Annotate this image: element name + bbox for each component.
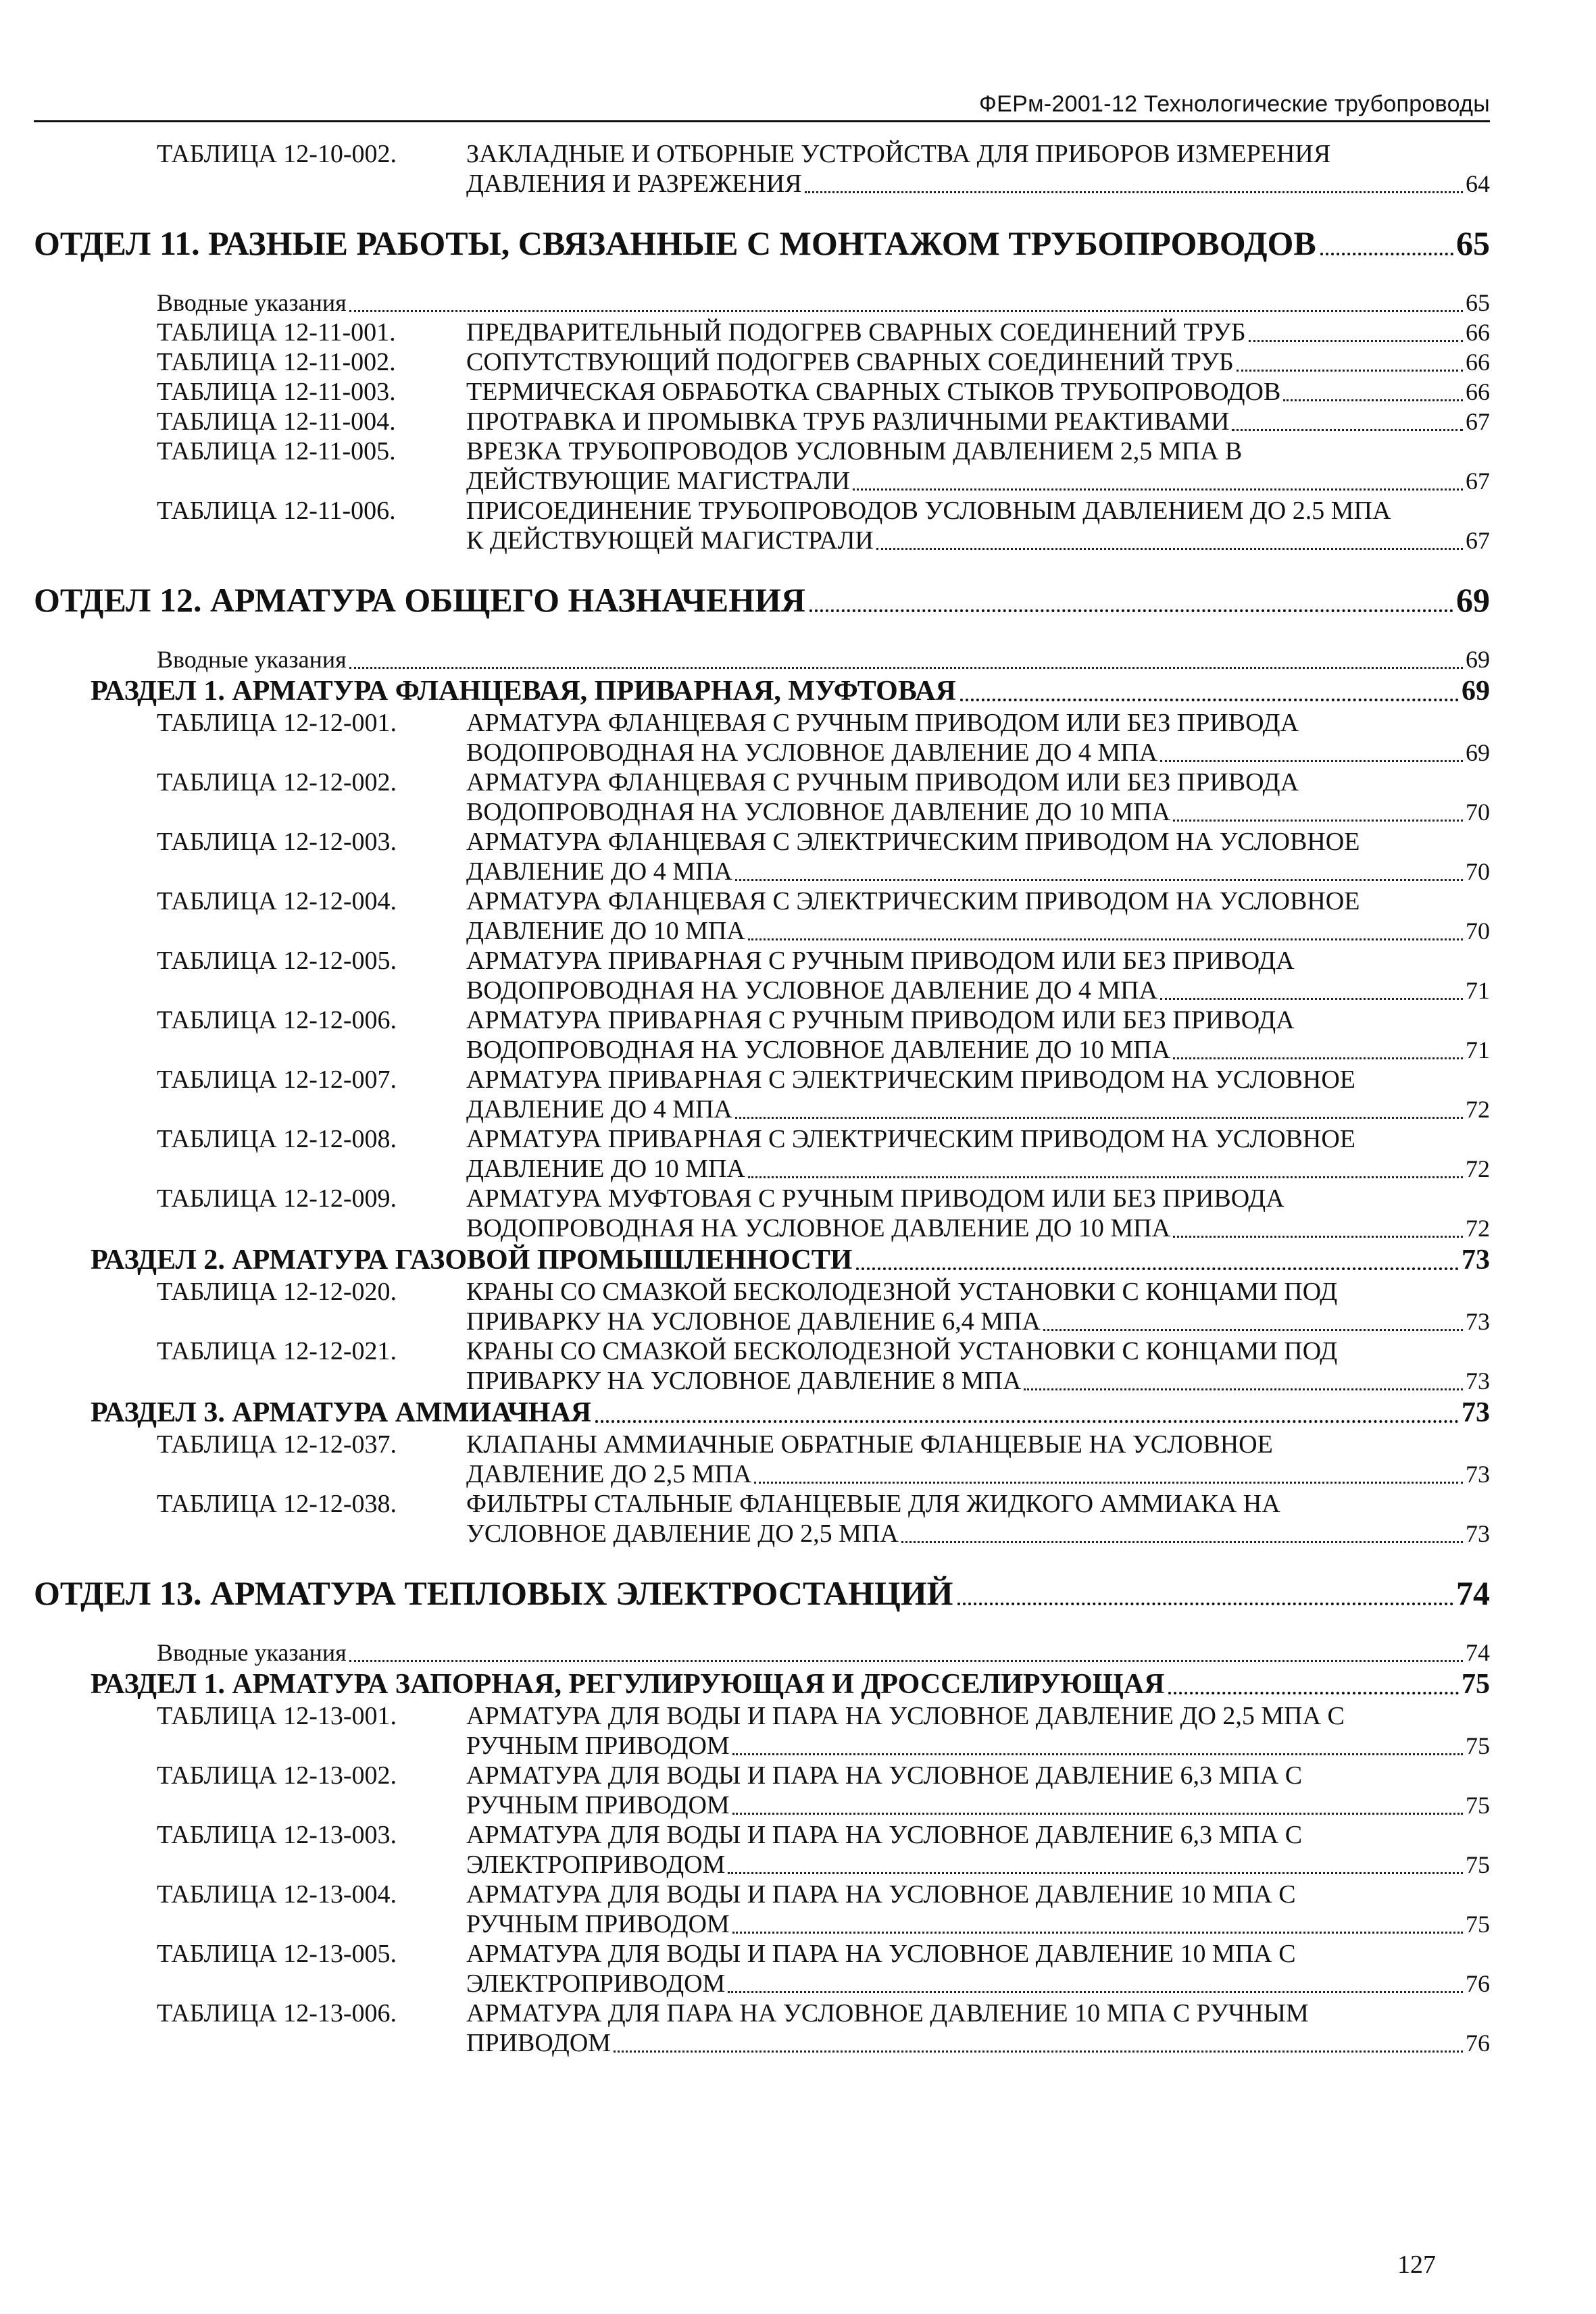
table-code: ТАБЛИЦА 12-12-005. bbox=[157, 947, 397, 975]
table-code: ТАБЛИЦА 12-12-002. bbox=[157, 768, 397, 797]
subsection-title: РАЗДЕЛ 1. АРМАТУРА ЗАПОРНАЯ, РЕГУЛИРУЮЩАЯ И ДРОССЕЛИРУЮЩАЯ bbox=[91, 1669, 1165, 1700]
dot-leader bbox=[748, 1176, 1463, 1178]
table-title-line1: АРМАТУРА ФЛАНЦЕВАЯ С РУЧНЫМ ПРИВОДОМ ИЛИ БЕЗ ПРИВОДА bbox=[466, 768, 1299, 797]
page-ref: 65 bbox=[1466, 289, 1490, 316]
table-title-line2 bbox=[466, 857, 1490, 886]
dot-leader bbox=[1160, 760, 1463, 762]
table-title-line2-text: ДАВЛЕНИЯ И РАЗРЕЖЕНИЯ bbox=[466, 170, 802, 198]
table-title bbox=[466, 1998, 1490, 2058]
table-title-line2 bbox=[466, 1731, 1490, 1761]
section-title: ОТДЕЛ 11. РАЗНЫЕ РАБОТЫ, СВЯЗАННЫЕ С МОНТАЖОМ ТРУБОПРОВОДОВ bbox=[34, 224, 1316, 262]
table-title-line2 bbox=[466, 1850, 1490, 1880]
page-ref: 67 bbox=[1466, 468, 1490, 495]
table-code: ТАБЛИЦА 12-12-009. bbox=[157, 1184, 397, 1213]
table-code: ТАБЛИЦА 12-13-001. bbox=[157, 1702, 397, 1730]
table-title-line1 bbox=[466, 407, 1490, 436]
page-ref: 67 bbox=[1466, 527, 1490, 554]
table-code: ТАБЛИЦА 12-12-008. bbox=[157, 1125, 397, 1153]
table-title-line1: ФИЛЬТРЫ СТАЛЬНЫЕ ФЛАНЦЕВЫЕ ДЛЯ ЖИДКОГО АММИАКА НА bbox=[466, 1490, 1280, 1518]
table-title-line2-text: К ДЕЙСТВУЮЩЕЙ МАГИСТРАЛИ bbox=[466, 526, 874, 555]
table-title-line2 bbox=[466, 1969, 1490, 1998]
table-title-line1-text: ТЕРМИЧЕСКАЯ ОБРАБОТКА СВАРНЫХ СТЫКОВ ТРУБОПРОВОДОВ bbox=[466, 378, 1281, 406]
table-code: ТАБЛИЦА 12-11-006. bbox=[157, 497, 396, 525]
page-ref: 75 bbox=[1466, 1732, 1490, 1759]
table-title-line2-text: ПРИВОДОМ bbox=[466, 2029, 612, 2057]
subsection-heading[interactable] bbox=[34, 674, 1490, 708]
table-title-line2-text: РУЧНЫМ ПРИВОДОМ bbox=[466, 1910, 730, 1938]
table-title bbox=[466, 1277, 1490, 1336]
toc-table-entry[interactable] bbox=[34, 1701, 1490, 1761]
table-title bbox=[466, 1761, 1490, 1820]
page-ref: 72 bbox=[1466, 1155, 1490, 1182]
dot-leader bbox=[957, 1603, 1454, 1605]
table-title-line1: АРМАТУРА ПРИВАРНАЯ С ЭЛЕКТРИЧЕСКИМ ПРИВОДОМ НА УСЛОВНОЕ bbox=[466, 1125, 1355, 1153]
dot-leader bbox=[1173, 820, 1463, 822]
page-ref: 67 bbox=[1466, 408, 1490, 435]
table-title-line2-text: РУЧНЫМ ПРИВОДОМ bbox=[466, 1791, 730, 1819]
table-title-line1: АРМАТУРА ПРИВАРНАЯ С РУЧНЫМ ПРИВОДОМ ИЛИ БЕЗ ПРИВОДА bbox=[466, 947, 1295, 975]
toc-table-entry[interactable] bbox=[34, 886, 1490, 946]
table-title-line1 bbox=[466, 347, 1490, 377]
page-ref: 69 bbox=[1466, 739, 1490, 766]
dot-leader bbox=[1249, 340, 1463, 342]
table-title-line2-text: РУЧНЫМ ПРИВОДОМ bbox=[466, 1732, 730, 1760]
table-code: ТАБЛИЦА 12-11-003. bbox=[157, 378, 396, 406]
table-title-line2-text: ДАВЛЕНИЕ ДО 4 МПА bbox=[466, 857, 732, 886]
table-code: ТАБЛИЦА 12-11-004. bbox=[157, 407, 396, 436]
toc-table-entry[interactable] bbox=[34, 1998, 1490, 2058]
page-ref: 70 bbox=[1466, 799, 1490, 826]
table-code: ТАБЛИЦА 12-13-005. bbox=[157, 1940, 397, 1968]
page-ref: 70 bbox=[1466, 917, 1490, 945]
table-title-line2 bbox=[466, 1519, 1490, 1549]
dot-leader bbox=[349, 1660, 1463, 1662]
table-title bbox=[466, 768, 1490, 827]
table-code: ТАБЛИЦА 12-12-003. bbox=[157, 828, 397, 856]
table-title-line1: АРМАТУРА ФЛАНЦЕВАЯ С ЭЛЕКТРИЧЕСКИМ ПРИВОДОМ НА УСЛОВНОЕ bbox=[466, 828, 1360, 856]
running-header bbox=[34, 86, 1490, 122]
table-title-line2 bbox=[466, 738, 1490, 768]
table-title-line2-text: ВОДОПРОВОДНАЯ НА УСЛОВНОЕ ДАВЛЕНИЕ ДО 4 МПА bbox=[466, 976, 1158, 1005]
table-code: ТАБЛИЦА 12-13-006. bbox=[157, 1999, 397, 2028]
page-ref: 69 bbox=[1466, 646, 1490, 673]
table-title bbox=[466, 1336, 1490, 1396]
table-title-line1: КЛАПАНЫ АММИАЧНЫЕ ОБРАТНЫЕ ФЛАНЦЕВЫЕ НА УСЛОВНОЕ bbox=[466, 1430, 1273, 1459]
section-heading[interactable] bbox=[34, 580, 1490, 620]
page-ref: 69 bbox=[1462, 676, 1490, 707]
dot-leader bbox=[901, 1541, 1463, 1543]
table-title-line2-text: ЭЛЕКТРОПРИВОДОМ bbox=[466, 1969, 726, 1998]
dot-leader bbox=[735, 1117, 1463, 1119]
table-title-line2-text: ВОДОПРОВОДНАЯ НА УСЛОВНОЕ ДАВЛЕНИЕ ДО 4 МПА bbox=[466, 738, 1158, 767]
subsection-title: РАЗДЕЛ 2. АРМАТУРА ГАЗОВОЙ ПРОМЫШЛЕННОСТИ bbox=[91, 1244, 853, 1276]
table-code: ТАБЛИЦА 12-13-003. bbox=[157, 1821, 397, 1849]
page-ref: 66 bbox=[1466, 349, 1490, 376]
table-code: ТАБЛИЦА 12-12-038. bbox=[157, 1490, 397, 1518]
table-title bbox=[466, 708, 1490, 768]
table-title-line2-text: ДАВЛЕНИЕ ДО 4 МПА bbox=[466, 1095, 732, 1124]
table-title-line1: КРАНЫ СО СМАЗКОЙ БЕСКОЛОДЕЗНОЙ УСТАНОВКИ С КОНЦАМИ ПОД bbox=[466, 1337, 1338, 1365]
page-ref: 76 bbox=[1466, 1970, 1490, 1997]
table-title-line1: АРМАТУРА ДЛЯ ВОДЫ И ПАРА НА УСЛОВНОЕ ДАВЛЕНИЕ ДО 2,5 МПА С bbox=[466, 1702, 1345, 1730]
table-title bbox=[466, 1880, 1490, 1939]
page-ref: 66 bbox=[1466, 378, 1490, 405]
table-code: ТАБЛИЦА 12-13-002. bbox=[157, 1761, 397, 1790]
table-title bbox=[466, 1701, 1490, 1761]
page-ref: 73 bbox=[1466, 1520, 1490, 1547]
page-number: 127 bbox=[1397, 2250, 1436, 2279]
table-title-line2-text: ДЕЙСТВУЮЩИЕ МАГИСТРАЛИ bbox=[466, 467, 850, 495]
table-title-line2 bbox=[466, 1213, 1490, 1243]
page-ref: 75 bbox=[1462, 1669, 1490, 1700]
table-title-line1: АРМАТУРА МУФТОВАЯ С РУЧНЫМ ПРИВОДОМ ИЛИ БЕЗ ПРИВОДА bbox=[466, 1184, 1285, 1213]
page-ref: 73 bbox=[1466, 1308, 1490, 1335]
page-ref: 65 bbox=[1456, 224, 1490, 262]
table-title bbox=[466, 377, 1490, 407]
table-title-line1: ЗАКЛАДНЫЕ И ОТБОРНЫЕ УСТРОЙСТВА ДЛЯ ПРИБОРОВ ИЗМЕРЕНИЯ bbox=[466, 140, 1331, 168]
toc-table-entry[interactable] bbox=[34, 318, 1490, 347]
dot-leader bbox=[1173, 1057, 1463, 1059]
intro-label: Вводные указания bbox=[157, 289, 347, 316]
dot-leader bbox=[614, 2051, 1463, 2053]
dot-leader bbox=[1237, 370, 1463, 372]
table-title-line1: АРМАТУРА ДЛЯ ВОДЫ И ПАРА НА УСЛОВНОЕ ДАВЛЕНИЕ 6,3 МПА С bbox=[466, 1821, 1303, 1849]
table-code: ТАБЛИЦА 12-11-005. bbox=[157, 437, 396, 466]
section-heading[interactable] bbox=[34, 223, 1490, 263]
dot-leader bbox=[732, 1932, 1463, 1934]
table-code: ТАБЛИЦА 12-11-002. bbox=[157, 348, 396, 376]
dot-leader bbox=[1160, 998, 1463, 1000]
toc-table-entry[interactable] bbox=[34, 1124, 1490, 1184]
table-title bbox=[466, 139, 1490, 199]
table-code: ТАБЛИЦА 12-12-037. bbox=[157, 1430, 397, 1459]
page-ref: 75 bbox=[1466, 1911, 1490, 1938]
toc-table-entry[interactable] bbox=[34, 377, 1490, 407]
section-title: ОТДЕЛ 13. АРМАТУРА ТЕПЛОВЫХ ЭЛЕКТРОСТАНЦИЙ bbox=[34, 1574, 953, 1612]
table-title bbox=[466, 436, 1490, 496]
toc-table-entry[interactable] bbox=[34, 1489, 1490, 1549]
table-code: ТАБЛИЦА 12-12-006. bbox=[157, 1006, 397, 1034]
toc-table-entry[interactable] bbox=[34, 768, 1490, 827]
table-title bbox=[466, 1124, 1490, 1184]
page-ref: 71 bbox=[1466, 977, 1490, 1004]
table-title bbox=[466, 1065, 1490, 1124]
page-ref: 66 bbox=[1466, 319, 1490, 346]
table-title-line2-text: ВОДОПРОВОДНАЯ НА УСЛОВНОЕ ДАВЛЕНИЕ ДО 10 МПА bbox=[466, 1214, 1171, 1242]
dot-leader bbox=[1168, 1692, 1459, 1694]
table-title bbox=[466, 1005, 1490, 1065]
table-code: ТАБЛИЦА 12-12-004. bbox=[157, 887, 397, 915]
page-ref: 70 bbox=[1466, 858, 1490, 885]
table-code: ТАБЛИЦА 12-10-002. bbox=[157, 140, 397, 168]
table-title-line1: АРМАТУРА ФЛАНЦЕВАЯ С ЭЛЕКТРИЧЕСКИМ ПРИВОДОМ НА УСЛОВНОЕ bbox=[466, 887, 1360, 915]
table-title-line2 bbox=[466, 916, 1490, 946]
page-ref: 72 bbox=[1466, 1096, 1490, 1123]
table-title-line2-text: ДАВЛЕНИЕ ДО 10 МПА bbox=[466, 1155, 745, 1183]
toc-table-entry[interactable] bbox=[34, 407, 1490, 436]
table-title bbox=[466, 827, 1490, 886]
table-title-line2 bbox=[466, 1307, 1490, 1336]
table-title-line2 bbox=[466, 1790, 1490, 1820]
intro-label: Вводные указания bbox=[157, 646, 347, 673]
table-title-line1: ВРЕЗКА ТРУБОПРОВОДОВ УСЛОВНЫМ ДАВЛЕНИЕМ 2,5 МПА В bbox=[466, 437, 1243, 466]
page-ref: 73 bbox=[1462, 1397, 1490, 1428]
table-title-line1: АРМАТУРА ДЛЯ ПАРА НА УСЛОВНОЕ ДАВЛЕНИЕ 10 МПА С РУЧНЫМ bbox=[466, 1999, 1309, 2028]
dot-leader bbox=[748, 938, 1463, 940]
table-title bbox=[466, 946, 1490, 1005]
toc-table-entry[interactable] bbox=[34, 139, 1490, 199]
dot-leader bbox=[1283, 399, 1463, 401]
table-title-line2 bbox=[466, 1366, 1490, 1396]
table-title bbox=[466, 1939, 1490, 1998]
table-title-line2 bbox=[466, 466, 1490, 496]
page-ref: 76 bbox=[1466, 2030, 1490, 2057]
dot-leader bbox=[595, 1420, 1459, 1423]
toc-table-entry[interactable] bbox=[34, 1005, 1490, 1065]
dot-leader bbox=[1173, 1236, 1463, 1238]
dot-leader bbox=[728, 1872, 1463, 1874]
table-title-line1-text: ПРОТРАВКА И ПРОМЫВКА ТРУБ РАЗЛИЧНЫМИ РЕАКТИВАМИ bbox=[466, 407, 1230, 436]
intro-entry[interactable] bbox=[34, 1638, 1490, 1667]
subsection-heading[interactable] bbox=[34, 1667, 1490, 1701]
table-title-line1: АРМАТУРА ДЛЯ ВОДЫ И ПАРА НА УСЛОВНОЕ ДАВЛЕНИЕ 10 МПА С bbox=[466, 1940, 1296, 1968]
table-title bbox=[466, 1184, 1490, 1243]
table-title-line2-text: ДАВЛЕНИЕ ДО 10 МПА bbox=[466, 917, 745, 945]
dot-leader bbox=[856, 1267, 1459, 1270]
toc-table-entry[interactable] bbox=[34, 496, 1490, 555]
table-title-line1 bbox=[466, 377, 1490, 407]
dot-leader bbox=[960, 699, 1459, 701]
page-ref: 71 bbox=[1466, 1036, 1490, 1063]
table-title bbox=[466, 318, 1490, 347]
toc-table-entry[interactable] bbox=[34, 1065, 1490, 1124]
header-title: ФЕРм-2001-12 Технологические трубопроводы bbox=[979, 91, 1490, 117]
table-title-line1: ПРИСОЕДИНЕНИЕ ТРУБОПРОВОДОВ УСЛОВНЫМ ДАВЛЕНИЕМ ДО 2.5 МПА bbox=[466, 497, 1391, 525]
dot-leader bbox=[1043, 1329, 1463, 1331]
toc-table-entry[interactable] bbox=[34, 1761, 1490, 1820]
toc-table-entry[interactable] bbox=[34, 1820, 1490, 1880]
table-title-line2 bbox=[466, 1909, 1490, 1939]
subsection-title: РАЗДЕЛ 3. АРМАТУРА АММИАЧНАЯ bbox=[91, 1397, 592, 1428]
dot-leader bbox=[1320, 253, 1453, 255]
table-code: ТАБЛИЦА 12-12-007. bbox=[157, 1065, 397, 1094]
dot-leader bbox=[735, 879, 1463, 881]
toc-table-entry[interactable] bbox=[34, 827, 1490, 886]
table-title-line1: АРМАТУРА ПРИВАРНАЯ С ЭЛЕКТРИЧЕСКИМ ПРИВОДОМ НА УСЛОВНОЕ bbox=[466, 1065, 1355, 1094]
table-title-line1: АРМАТУРА ПРИВАРНАЯ С РУЧНЫМ ПРИВОДОМ ИЛИ БЕЗ ПРИВОДА bbox=[466, 1006, 1295, 1034]
table-title-line2 bbox=[466, 1154, 1490, 1184]
subsection-heading[interactable] bbox=[34, 1396, 1490, 1430]
dot-leader bbox=[754, 1482, 1463, 1484]
table-title-line2 bbox=[466, 797, 1490, 827]
table-title-line2 bbox=[466, 1035, 1490, 1065]
subsection-title: РАЗДЕЛ 1. АРМАТУРА ФЛАНЦЕВАЯ, ПРИВАРНАЯ, МУФТОВАЯ bbox=[91, 676, 956, 707]
toc-table-entry[interactable] bbox=[34, 1880, 1490, 1939]
table-title-line2 bbox=[466, 169, 1490, 199]
table-title-line2-text: УСЛОВНОЕ ДАВЛЕНИЕ ДО 2,5 МПА bbox=[466, 1519, 899, 1548]
table-title-line1-text: СОПУТСТВУЮЩИЙ ПОДОГРЕВ СВАРНЫХ СОЕДИНЕНИЙ ТРУБ bbox=[466, 348, 1234, 376]
table-of-contents bbox=[34, 139, 1490, 2058]
page-ref: 72 bbox=[1466, 1215, 1490, 1242]
table-title-line2-text: ВОДОПРОВОДНАЯ НА УСЛОВНОЕ ДАВЛЕНИЕ ДО 10 МПА bbox=[466, 1036, 1171, 1064]
toc-table-entry[interactable] bbox=[34, 1939, 1490, 1998]
section-heading[interactable] bbox=[34, 1573, 1490, 1613]
table-title-line1: АРМАТУРА ДЛЯ ВОДЫ И ПАРА НА УСЛОВНОЕ ДАВЛЕНИЕ 10 МПА С bbox=[466, 1880, 1296, 1909]
intro-label: Вводные указания bbox=[157, 1639, 347, 1666]
dot-leader bbox=[349, 667, 1463, 669]
table-title bbox=[466, 1489, 1490, 1549]
table-title-line2-text: ПРИВАРКУ НА УСЛОВНОЕ ДАВЛЕНИЕ 8 МПА bbox=[466, 1367, 1022, 1395]
table-code: ТАБЛИЦА 12-12-020. bbox=[157, 1278, 397, 1306]
table-title-line1: АРМАТУРА ФЛАНЦЕВАЯ С РУЧНЫМ ПРИВОДОМ ИЛИ БЕЗ ПРИВОДА bbox=[466, 709, 1299, 737]
table-title-line2 bbox=[466, 1459, 1490, 1489]
toc-table-entry[interactable] bbox=[34, 436, 1490, 496]
page-ref: 75 bbox=[1466, 1792, 1490, 1819]
dot-leader bbox=[349, 310, 1463, 312]
table-title-line2-text: ДАВЛЕНИЕ ДО 2,5 МПА bbox=[466, 1460, 752, 1488]
subsection-heading[interactable] bbox=[34, 1243, 1490, 1277]
dot-leader bbox=[876, 548, 1463, 550]
page-ref: 74 bbox=[1466, 1639, 1490, 1666]
table-title-line2-text: ЭЛЕКТРОПРИВОДОМ bbox=[466, 1851, 726, 1879]
table-code: ТАБЛИЦА 12-11-001. bbox=[157, 318, 396, 347]
page-ref: 75 bbox=[1466, 1851, 1490, 1878]
table-title-line1-text: ПРЕДВАРИТЕЛЬНЫЙ ПОДОГРЕВ СВАРНЫХ СОЕДИНЕНИЙ ТРУБ bbox=[466, 318, 1246, 347]
table-code: ТАБЛИЦА 12-12-001. bbox=[157, 709, 397, 737]
table-title bbox=[466, 407, 1490, 436]
dot-leader bbox=[1232, 429, 1463, 431]
table-title-line1: АРМАТУРА ДЛЯ ВОДЫ И ПАРА НА УСЛОВНОЕ ДАВЛЕНИЕ 6,3 МПА С bbox=[466, 1761, 1303, 1790]
section-title: ОТДЕЛ 12. АРМАТУРА ОБЩЕГО НАЗНАЧЕНИЯ bbox=[34, 581, 805, 619]
table-title bbox=[466, 1820, 1490, 1880]
toc-table-entry[interactable] bbox=[34, 1184, 1490, 1243]
table-title-line2 bbox=[466, 1095, 1490, 1124]
table-title-line2-text: ПРИВАРКУ НА УСЛОВНОЕ ДАВЛЕНИЕ 6,4 МПА bbox=[466, 1307, 1041, 1336]
table-title bbox=[466, 886, 1490, 946]
table-title-line2 bbox=[466, 976, 1490, 1005]
toc-table-entry[interactable] bbox=[34, 1277, 1490, 1336]
page-ref: 73 bbox=[1466, 1461, 1490, 1488]
toc-table-entry[interactable] bbox=[34, 946, 1490, 1005]
dot-leader bbox=[732, 1813, 1463, 1815]
dot-leader bbox=[809, 609, 1453, 612]
table-code: ТАБЛИЦА 12-12-021. bbox=[157, 1337, 397, 1365]
dot-leader bbox=[805, 191, 1463, 193]
dot-leader bbox=[853, 488, 1463, 491]
table-code: ТАБЛИЦА 12-13-004. bbox=[157, 1880, 397, 1909]
toc-table-entry[interactable] bbox=[34, 347, 1490, 377]
page-ref: 74 bbox=[1456, 1574, 1490, 1612]
page-ref: 69 bbox=[1456, 581, 1490, 619]
toc-table-entry[interactable] bbox=[34, 1430, 1490, 1489]
page-ref: 73 bbox=[1462, 1244, 1490, 1276]
table-title-line1 bbox=[466, 318, 1490, 347]
table-title-line2 bbox=[466, 526, 1490, 555]
table-title-line1: КРАНЫ СО СМАЗКОЙ БЕСКОЛОДЕЗНОЙ УСТАНОВКИ С КОНЦАМИ ПОД bbox=[466, 1278, 1338, 1306]
table-title-line2 bbox=[466, 2028, 1490, 2058]
table-title-line2-text: ВОДОПРОВОДНАЯ НА УСЛОВНОЕ ДАВЛЕНИЕ ДО 10 МПА bbox=[466, 798, 1171, 826]
intro-entry[interactable] bbox=[34, 645, 1490, 674]
table-title bbox=[466, 347, 1490, 377]
dot-leader bbox=[732, 1753, 1463, 1755]
toc-table-entry[interactable] bbox=[34, 1336, 1490, 1396]
page-ref: 73 bbox=[1466, 1367, 1490, 1394]
table-title bbox=[466, 1430, 1490, 1489]
toc-table-entry[interactable] bbox=[34, 708, 1490, 768]
table-title bbox=[466, 496, 1490, 555]
intro-entry[interactable] bbox=[34, 288, 1490, 318]
dot-leader bbox=[1024, 1388, 1463, 1390]
page-ref: 64 bbox=[1466, 170, 1490, 197]
dot-leader bbox=[728, 1991, 1463, 1993]
